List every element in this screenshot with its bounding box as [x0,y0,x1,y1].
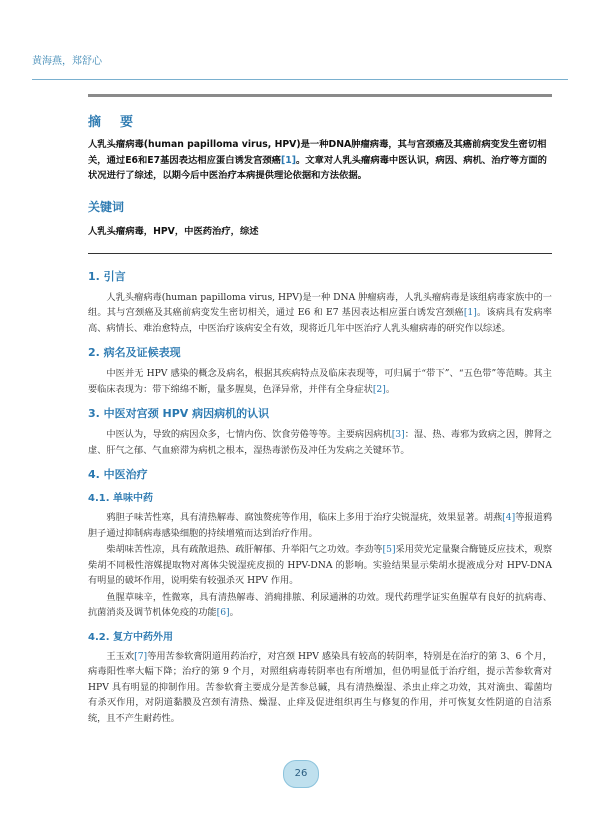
section-3-paragraph [88,427,552,458]
subsection-4-1-title: 4.1. 单味中药 [88,493,153,504]
paragraph-text: 鱼腥草味辛，性微寒，具有清热解毒、消痈排脓、利尿通淋的功效。现代药理学证实鱼腥草有良好的抗病毒、抗菌消炎及调节机体免疫的功能 [88,591,552,618]
section-1-title: 1. 引言 [88,269,126,283]
paragraph-text: 。 [229,607,239,618]
paragraph-text: 中医并无 HPV 感染的概念及病名，根据其疾病特点及临床表现等，可归属于“带下”、“五色带”等范畴。其主要临床表现为：带下绵绵不断，量多腥臭，色泽异常，并伴有全身症状 [88,368,552,395]
citation-link[interactable]: [6] [216,607,230,618]
keywords-text: 人乳头瘤病毒，HPV，中医药治疗，综述 [88,225,259,237]
citation-link[interactable]: [3] [391,429,405,440]
section-4-title: 4. 中医治疗 [88,468,148,481]
paragraph-text: ：湿、热、毒邪为致病之因，脾肾之虚、肝气之郁、气血瘀滞为病机之根本，湿热毒淤伤及冲任为发病之关键环节。 [88,429,552,456]
abstract-top-rule [88,94,552,97]
subsection-4-1-paragraph-2 [88,542,552,589]
citation-link[interactable]: [1] [463,307,477,318]
page-number-badge: 26 [283,760,319,788]
paragraph-text: 王玉欢 [106,650,135,662]
paragraph-text: 采用荧光定量聚合酶链反应技术，观察柴胡不同极性溶媒提取物对离体尖锐湿疣皮损的 HPV-DNA 的影响。实验结果显示柴胡水提液成分对 HPV-DNA 有明显的破坏作用，说明柴有较强杀灭 HPV 作用。 [88,544,553,586]
paragraph-text: 中医认为，导致的病因众多，七情内伤、饮食劳倦等等。主要病因病机 [106,429,392,440]
citation-link[interactable]: [7] [134,650,148,662]
paragraph-text: 人乳头瘤病毒(human papilloma virus, HPV)是一种 DNA 肿瘤病毒，人乳头瘤病毒是该组病毒家族中的一组。其与宫颈癌及其癌前病变发生密切相关，通过 E6 和 E7 基因表达相应蛋白诱发宫颈癌 [88,291,552,318]
paragraph-text: 鸦胆子味苦性寒，具有清热解毒、腐蚀赘疣等作用，临床上多用于治疗尖锐湿疣，效果显著。胡燕 [106,512,503,523]
citation-link[interactable]: [2] [372,383,386,395]
paragraph-text: 。 [385,383,396,395]
subsection-4-2-paragraph-1 [88,649,552,727]
citation-link[interactable]: [5] [382,544,396,555]
section-divider [88,253,552,254]
header-divider [32,79,568,80]
citation-link[interactable]: [1] [280,154,296,166]
section-3-title: 3. 中医对宫颈 HPV 病因病机的认识 [88,407,270,420]
paragraph-text: 等用苦参软膏阴道用药治疗，对宫颈 HPV 感染具有较高的转阴率，特别是在治疗的第 3、6 个月，病毒阳性率大幅下降；治疗的第 9 个月，对照组病毒转阴率也有所增加，但仍明显低于治疗组，提示苦参软膏对 HPV 具有明显的抑制作用。苦参软膏主要成分是苦参总碱，具有清热燥湿、杀虫止痒之功效，其对滴虫、霉菌均有杀灭作用，对阴道黏膜及宫颈有清热、燥湿、止痒及促进组织再生与修复的作用，并可恢复女性阴道的自洁系统，且不产生耐药性。 [88,650,553,724]
abstract-text [88,137,552,184]
article-body [88,94,552,727]
section-2-paragraph [88,366,552,397]
subsection-4-2-title: 4.2. 复方中药外用 [88,631,173,643]
subsection-4-1-paragraph-1 [88,510,552,541]
paragraph-text: 柴胡味苦性凉，具有疏散退热、疏肝解郁、升举阳气之功效。李劲等 [106,544,383,555]
running-header-authors: 黄海燕，郑舒心 [32,56,102,67]
paragraph-text: 。该病具有发病率高、病情长、难治愈特点，中医治疗该病安全有效，现将近几年中医治疗人乳头瘤病毒的研究作以综述。 [88,307,552,334]
abstract-title: 摘 要 [88,115,137,130]
section-2-title: 2. 病名及证候表现 [88,346,181,359]
citation-link[interactable]: [4] [502,512,516,523]
abstract-text-part: 。文章对人乳头瘤病毒中医认识，病因、病机、治疗等方面的状况进行了综述，以期今后中医治疗本病提供理论依据和方法依据。 [88,154,547,181]
paragraph-text: 等报道鸦胆子通过抑制病毒感染细胞的持续增殖而达到治疗作用。 [88,512,553,539]
abstract-text-part: 人乳头瘤病毒(human papilloma virus, HPV)是一种DNA肿瘤病毒，其与宫颈癌及其癌前病变发生密切相关，通过E6和E7基因表达相应蛋白诱发宫颈癌 [88,139,547,166]
subsection-4-1-paragraph-3 [88,590,552,621]
keywords-title: 关键词 [88,199,125,214]
section-1-paragraph [88,290,552,337]
